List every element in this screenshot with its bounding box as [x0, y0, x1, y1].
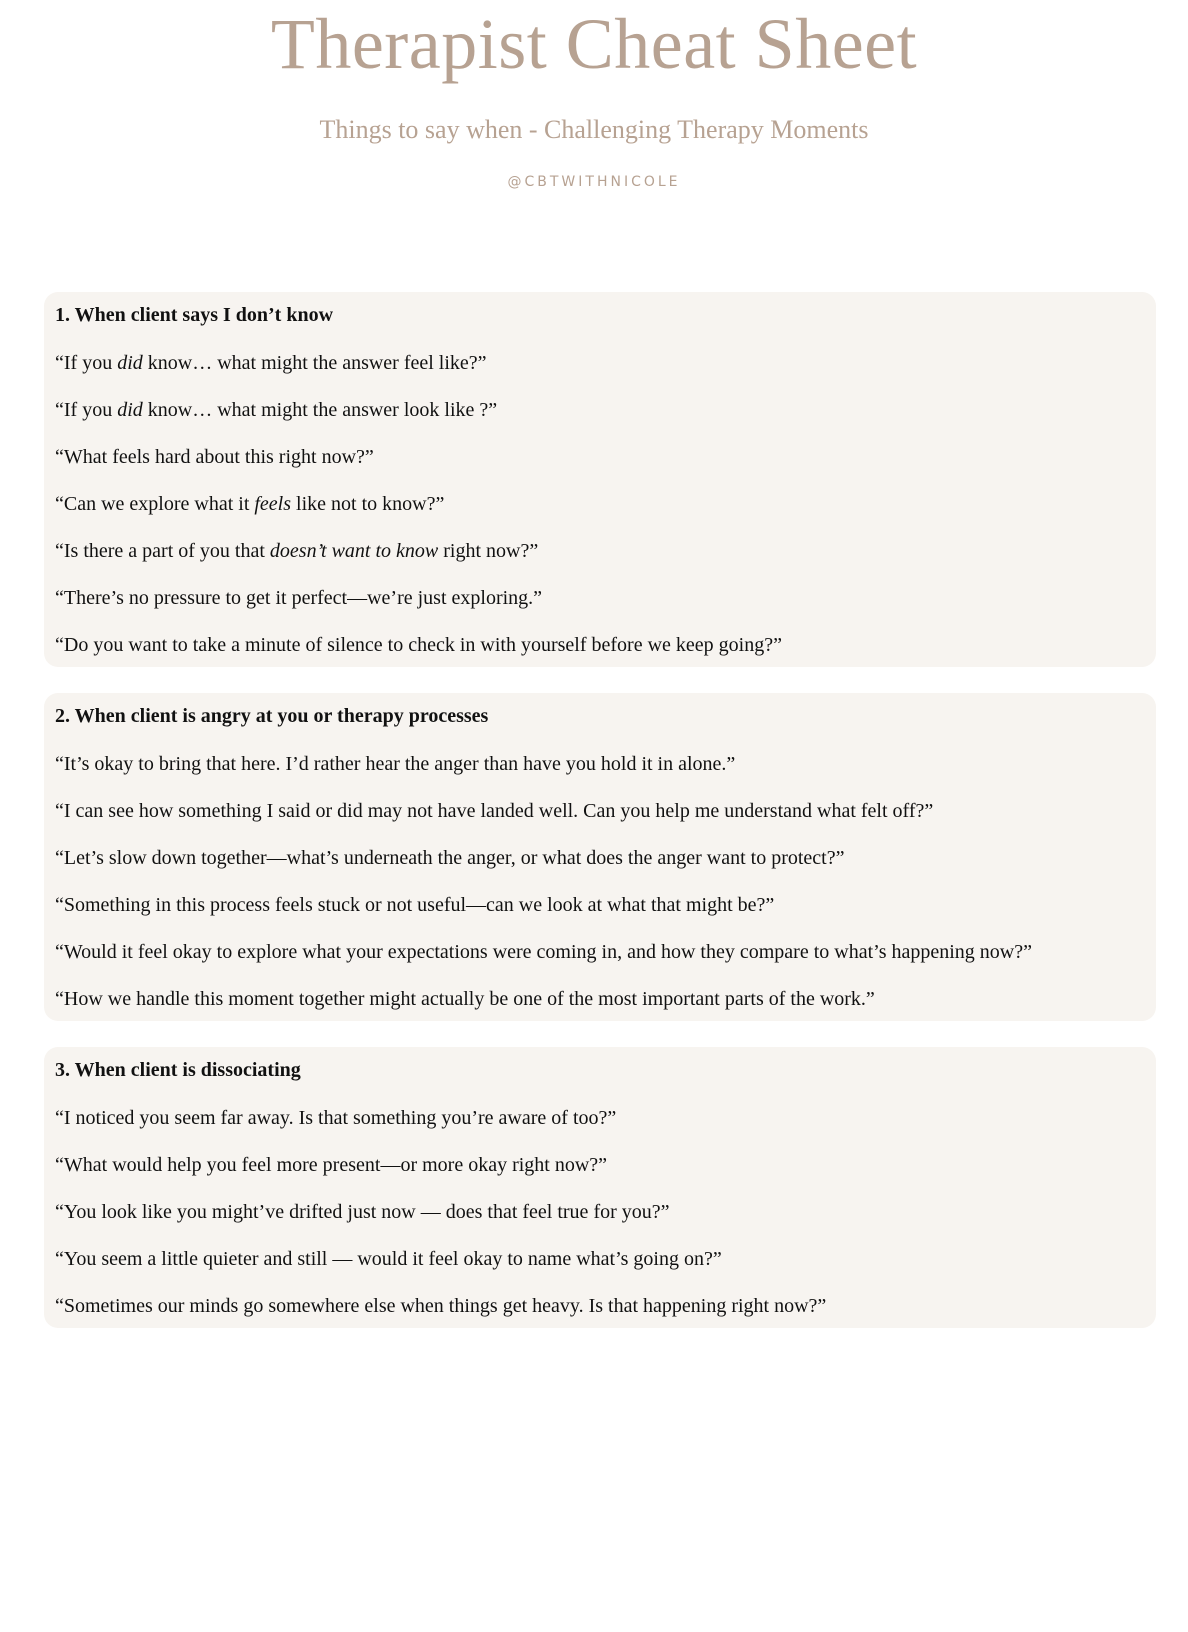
phrase-text: “Would it feel okay to explore what your expectations were coming in, and how they compare to what’s happening now?” [55, 941, 1032, 963]
phrase-text: “How we handle this moment together might actually be one of the most important parts of the work.” [55, 988, 875, 1010]
phrase-line [55, 492, 1144, 516]
header [0, 0, 1188, 192]
page-subtitle: Things to say when - Challenging Therapy Moments [319, 115, 869, 144]
phrase-text: “You look like you might’ve drifted just now — does that feel true for you?” [55, 1201, 670, 1223]
phrase-text: “What feels hard about this right now?” [55, 446, 374, 468]
section-card-2 [44, 693, 1156, 1021]
phrase-text: “It’s okay to bring that here. I’d rather hear the anger than have you hold it in alone.” [55, 753, 736, 775]
section-title: 2. When client is angry at you or therapy processes [55, 705, 489, 727]
phrase-line [55, 987, 1144, 1011]
phrase-text: “Something in this process feels stuck or not useful—can we look at what that might be?” [55, 894, 775, 916]
page-title: Therapist Cheat Sheet [270, 4, 918, 84]
phrase-emphasis: doesn’t want to know [269, 540, 439, 562]
section-title: 1. When client says I don’t know [55, 304, 334, 326]
author-handle: @CBTWITHNICOLE [507, 174, 681, 190]
phrase-line [55, 1247, 1144, 1271]
phrase-line [55, 351, 1144, 375]
phrase-line [55, 539, 1144, 563]
phrase-line [55, 1106, 1144, 1130]
section-card-1 [44, 292, 1156, 667]
phrase-text: “If you [55, 399, 118, 421]
phrase-line [55, 940, 1144, 964]
phrase-text: “Do you want to take a minute of silence to check in with yourself before we keep going?” [55, 634, 782, 656]
phrase-text: “Can we explore what it [55, 493, 255, 515]
phrase-text: “I noticed you seem far away. Is that something you’re aware of too?” [55, 1107, 617, 1129]
phrase-line [55, 586, 1144, 610]
phrase-text: “Let’s slow down together—what’s underneath the anger, or what does the anger want to protect?” [55, 847, 845, 869]
phrase-line [55, 846, 1144, 870]
phrase-emphasis: did [117, 352, 143, 374]
phrase-line [55, 893, 1144, 917]
phrase-emphasis: did [117, 399, 143, 421]
phrase-text: right now?” [438, 540, 539, 562]
phrase-line [55, 799, 1144, 823]
phrase-text: “If you [55, 352, 118, 374]
phrase-line [55, 1294, 1144, 1318]
section-title: 3. When client is dissociating [55, 1059, 301, 1081]
phrase-text: “What would help you feel more present—or more okay right now?” [55, 1154, 608, 1176]
phrase-text: know… what might the answer look like ?” [142, 399, 498, 421]
phrase-line [55, 633, 1144, 657]
phrase-text: “There’s no pressure to get it perfect—we’re just exploring.” [55, 587, 543, 609]
phrase-line [55, 752, 1144, 776]
phrase-line [55, 445, 1144, 469]
sections-container [44, 292, 1156, 1354]
phrase-emphasis: feels [254, 493, 292, 515]
phrase-line [55, 398, 1144, 422]
phrase-text: “Is there a part of you that [55, 540, 270, 562]
phrase-line [55, 1153, 1144, 1177]
section-card-3 [44, 1047, 1156, 1328]
phrase-text: “Sometimes our minds go somewhere else when things get heavy. Is that happening right now?” [55, 1295, 827, 1317]
phrase-line [55, 1200, 1144, 1224]
phrase-text: “I can see how something I said or did may not have landed well. Can you help me understand what felt off?” [55, 800, 934, 822]
phrase-text: know… what might the answer feel like?” [142, 352, 487, 374]
phrase-text: “You seem a little quieter and still — would it feel okay to name what’s going on?” [55, 1248, 722, 1270]
phrase-text: like not to know?” [291, 493, 445, 515]
